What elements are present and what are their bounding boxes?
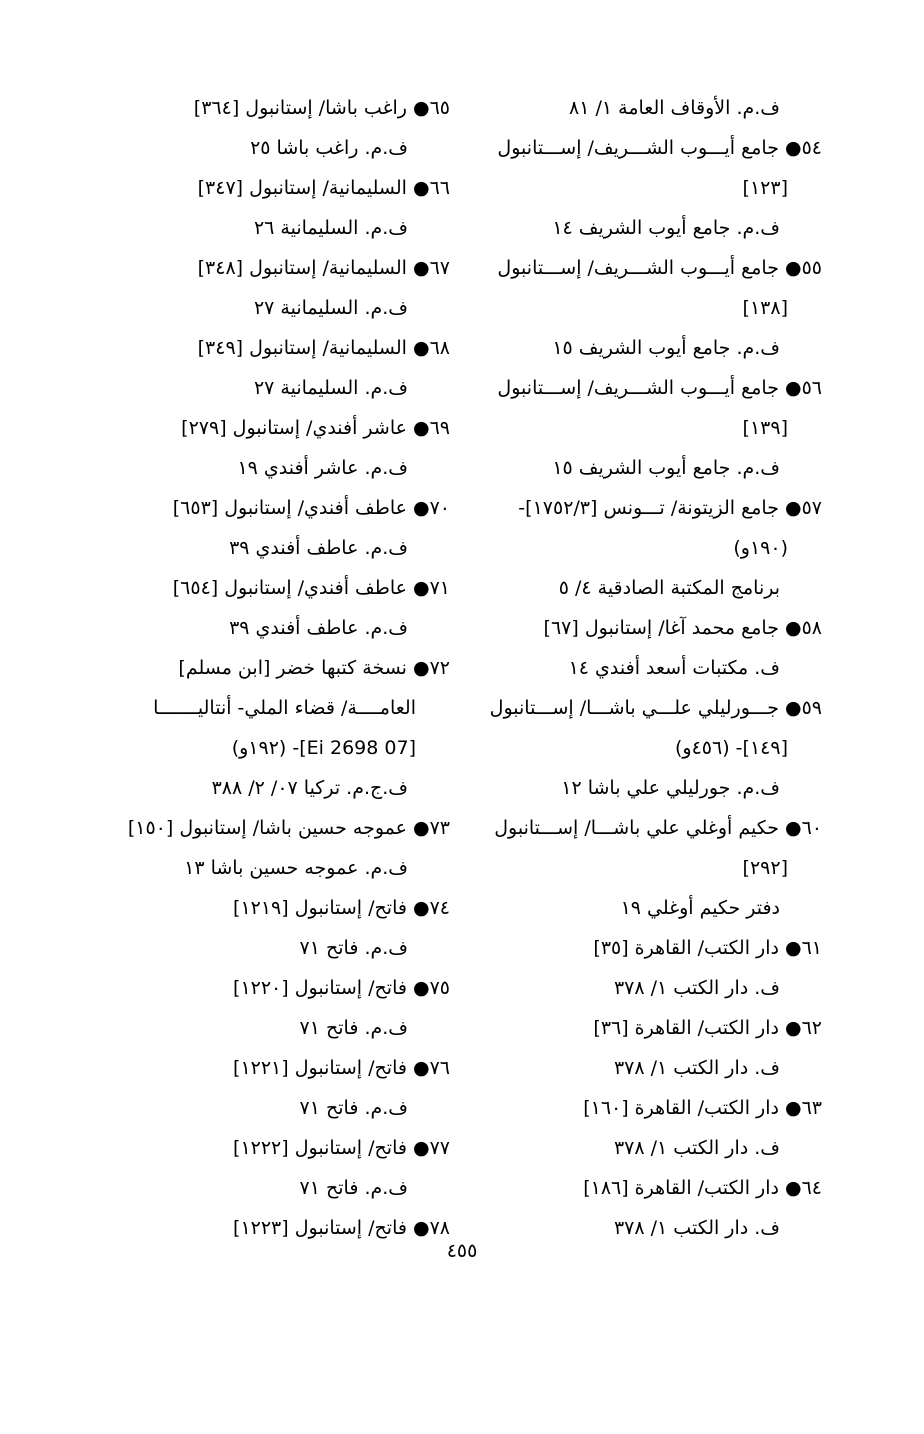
catalog-reference: ف. دار الكتب ١/ ٣٧٨ (613, 1137, 780, 1159)
manuscript-entry: ٥٥● جامع أيـــوب الشـــريف/ إســـتانبول (497, 257, 822, 279)
catalog-reference: ف.م. جامع أيوب الشريف ١٥ (552, 457, 780, 479)
catalog-reference: ف. دار الكتب ١/ ٣٧٨ (613, 1057, 780, 1079)
catalog-reference: ف.م. فاتح ٧١ (299, 1177, 408, 1199)
manuscript-entry: ٧٦● فاتح/ إستانبول [١٢٢١] (233, 1057, 450, 1079)
manuscript-entry: ٦١● دار الكتب/ القاهرة [٣٥] (593, 937, 822, 959)
entry-continuation: (١٩٠و) (733, 537, 788, 559)
catalog-reference: ف. دار الكتب ١/ ٣٧٨ (613, 1217, 780, 1239)
page-number: ٤٥٥ (446, 1240, 478, 1262)
manuscript-entry: ٦٩● عاشر أفندي/ إستانبول [٢٧٩] (181, 417, 450, 439)
entry-continuation: [07 Ei 2698]- (١٩٢و) (231, 737, 416, 759)
manuscript-entry: ٧١● عاطف أفندي/ إستانبول [٦٥٤] (172, 577, 450, 599)
entry-continuation: [١٣٩] (742, 417, 788, 439)
catalog-reference: ف.م. الأوقاف العامة ١/ ٨١ (569, 97, 780, 119)
catalog-reference: ف.م. عاشر أفندي ١٩ (237, 457, 408, 479)
manuscript-entry: ٧٤● فاتح/ إستانبول [١٢١٩] (233, 897, 450, 919)
manuscript-entry: ٦٧● السليمانية/ إستانبول [٣٤٨] (197, 257, 450, 279)
manuscript-entry: ٧٨● فاتح/ إستانبول [١٢٢٣] (233, 1217, 450, 1239)
entry-continuation: العامــــة/ قضاء الملي- أنتاليـــــــا (153, 697, 416, 719)
manuscript-entry: ٦٤● دار الكتب/ القاهرة [١٨٦] (583, 1177, 822, 1199)
left-column (100, 88, 450, 1248)
catalog-reference: ف.م. فاتح ٧١ (299, 937, 408, 959)
catalog-reference: ف.م. عاطف أفندي ٣٩ (229, 617, 408, 639)
catalog-reference: ف. مكتبات أسعد أفندي ١٤ (568, 657, 780, 679)
manuscript-entry: ٦٠● حكيم أوغلي علي باشـــا/ إســـتانبول (494, 817, 822, 839)
manuscript-entry: ٥٨● جامع محمد آغا/ إستانبول [٦٧] (543, 617, 822, 639)
catalog-reference: ف.م. السليمانية ٢٦ (253, 217, 408, 239)
manuscript-entry: ٧٣● عموجه حسين باشا/ إستانبول [١٥٠] (127, 817, 450, 839)
entry-continuation: [٢٩٢] (742, 857, 788, 879)
catalog-reference: برنامج المكتبة الصادقية ٤/ ٥ (558, 577, 780, 599)
manuscript-entry: ٧٧● فاتح/ إستانبول [١٢٢٢] (233, 1137, 450, 1159)
catalog-reference: ف.م. عموجه حسين باشا ١٣ (184, 857, 408, 879)
catalog-reference: ف.م. فاتح ٧١ (299, 1097, 408, 1119)
entry-continuation: [١٣٨] (742, 297, 788, 319)
catalog-reference: ف.م. السليمانية ٢٧ (253, 297, 408, 319)
manuscript-entry: ٥٩● جـــورليلي علـــي باشـــا/ إســـتانبول (489, 697, 822, 719)
manuscript-entry: ٥٤● جامع أيـــوب الشـــريف/ إســـتانبول (497, 137, 822, 159)
catalog-reference: ف.م. راغب باشا ٢٥ (250, 137, 408, 159)
catalog-reference: ف.م. جامع أيوب الشريف ١٥ (552, 337, 780, 359)
manuscript-entry: ٧٠● عاطف أفندي/ إستانبول [٦٥٣] (172, 497, 450, 519)
catalog-reference: ف.م. جورليلي علي باشا ١٢ (561, 777, 780, 799)
catalog-reference: ف.م. فاتح ٧١ (299, 1017, 408, 1039)
catalog-reference: ف. دار الكتب ١/ ٣٧٨ (613, 977, 780, 999)
manuscript-entry: ٦٢● دار الكتب/ القاهرة [٣٦] (593, 1017, 822, 1039)
manuscript-entry: ٦٣● دار الكتب/ القاهرة [١٦٠] (583, 1097, 822, 1119)
manuscript-entry: ٧٥● فاتح/ إستانبول [١٢٢٠] (233, 977, 450, 999)
manuscript-entry: ٧٢● نسخة كتبها خضر [ابن مسلم] (178, 657, 450, 679)
catalog-reference: دفتر حكيم أوغلي ١٩ (620, 897, 780, 919)
entry-continuation: [١٢٣] (742, 177, 788, 199)
manuscript-entry: ٦٨● السليمانية/ إستانبول [٣٤٩] (197, 337, 450, 359)
catalog-reference: ف.م. السليمانية ٢٧ (253, 377, 408, 399)
manuscript-entry: ٦٥● راغب باشا/ إستانبول [٣٦٤] (193, 97, 450, 119)
manuscript-entry: ٦٦● السليمانية/ إستانبول [٣٤٧] (197, 177, 450, 199)
catalog-reference: ف.ج.م. تركيا ٠٧/ ٢/ ٣٨٨ (211, 777, 408, 799)
catalog-reference: ف.م. عاطف أفندي ٣٩ (229, 537, 408, 559)
right-column (470, 88, 822, 1248)
catalog-reference: ف.م. جامع أيوب الشريف ١٤ (552, 217, 780, 239)
entry-continuation: [١٤٩]- (٤٥٦و) (675, 737, 788, 759)
manuscript-entry: ٥٧● جامع الزيتونة/ تـــونس [١٧٥٢/٣]- (518, 497, 822, 519)
manuscript-entry: ٥٦● جامع أيـــوب الشـــريف/ إســـتانبول (497, 377, 822, 399)
